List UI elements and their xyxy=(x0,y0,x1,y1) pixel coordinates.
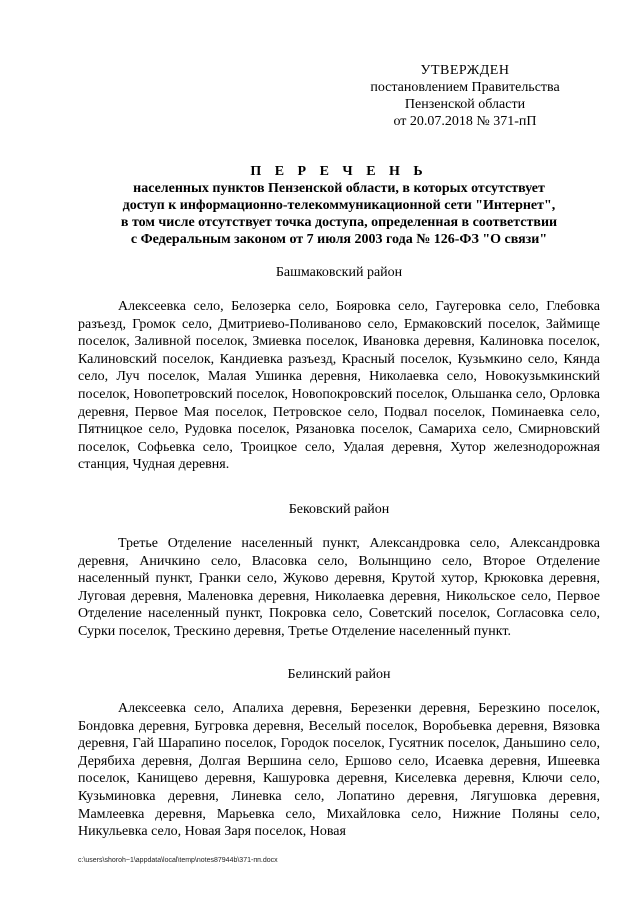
title-line-1: населенных пунктов Пензенской области, в которых отсутствует xyxy=(133,181,545,196)
district-body-bekovsky: Третье Отделение населенный пункт, Александровка село, Александровка деревня, Аничкино село, Власовка село, Волынщино село, Второе Отделение населенный пункт, Гранки село, Жуково деревня, Крутой хутор, Крюковка деревня, Луговая деревня, Маленовка деревня, Николаевка деревня, Никольское село, Первое Отделение населенный пункт, Покровка село, Советский поселок, Согласовка село, Сурки поселок, Трескино деревня, Третье Отделение населенный пункт. xyxy=(78,536,600,639)
title-line-3: в том числе отсутствует точка доступа, определенная в соответствии xyxy=(120,215,558,230)
district-title-bekovsky: Бековский район xyxy=(288,502,390,517)
district-title-bashmakovsky: Башмаковский район xyxy=(275,265,403,280)
district-body-bashmakovsky: Алексеевка село, Белозерка село, Бояровка село, Гаугеровка село, Глебовка разъезд, Громок село, Дмитриево-Поливаново село, Ермаковский поселок, Займище поселок, Заливной поселок, Змиевка поселок, Ивановка деревня, Калиновка поселок, Калиновский поселок, Кандиевка разъезд, Красный поселок, Кузьмкино село, Кянда село, Луч поселок, Малая Ушинка деревня, Николаевка село, Новокузьмкинский поселок, Новопетровский поселок, Новопокровский поселок, Ольшанка село, Орловка деревня, Первое Мая поселок, Петровское село, Подвал поселок, Поминаевка село, Пятницкое село, Рудовка поселок, Рязановка поселок, Самариха село, Смирновский поселок, Софьевка село, Троицкое село, Удалая деревня, Хутор железнодорожная станция, Чудная деревня. xyxy=(78,299,600,473)
document-title xyxy=(78,163,600,248)
title-heading: П Е Р Е Ч Е Н Ь xyxy=(250,164,428,179)
approval-line-3: от 20.07.2018 № 371-пП xyxy=(393,114,537,129)
title-line-4: с Федеральным законом от 7 июля 2003 года № 126-ФЗ "О связи" xyxy=(130,232,548,247)
file-path-footer: c:\users\shoroh~1\appdata\local\temp\notes87944b\371-пп.docx xyxy=(78,857,278,864)
district-body-belinsky: Алексеевка село, Апалиха деревня, Березенки деревня, Березкино поселок, Бондовка деревня, Бугровка деревня, Веселый поселок, Воробьевка деревня, Вязовка деревня, Гай Шарапино поселок, Городок поселок, Гусятник поселок, Даньшино село, Дерябиха деревня, Долгая Вершина село, Ершово село, Исаевка деревня, Ишеевка поселок, Канищево деревня, Кашуровка деревня, Киселевка деревня, Ключи село, Кузьминовка деревня, Линевка село, Лопатино деревня, Лягушовка деревня, Мамлеевка деревня, Марьевка село, Михайловка село, Нижние Поляны село, Никульевка село, Новая Заря поселок, Новая xyxy=(78,701,600,840)
district-title-belinsky: Белинский район xyxy=(287,667,391,682)
title-line-2: доступ к информационно-телекоммуникационной сети "Интернет", xyxy=(122,198,556,213)
approval-line-2: Пензенской области xyxy=(404,97,526,112)
approval-line-1: постановлением Правительства xyxy=(370,80,560,95)
approval-title: УТВЕРЖДЕН xyxy=(420,63,510,78)
approval-stamp xyxy=(340,62,590,130)
